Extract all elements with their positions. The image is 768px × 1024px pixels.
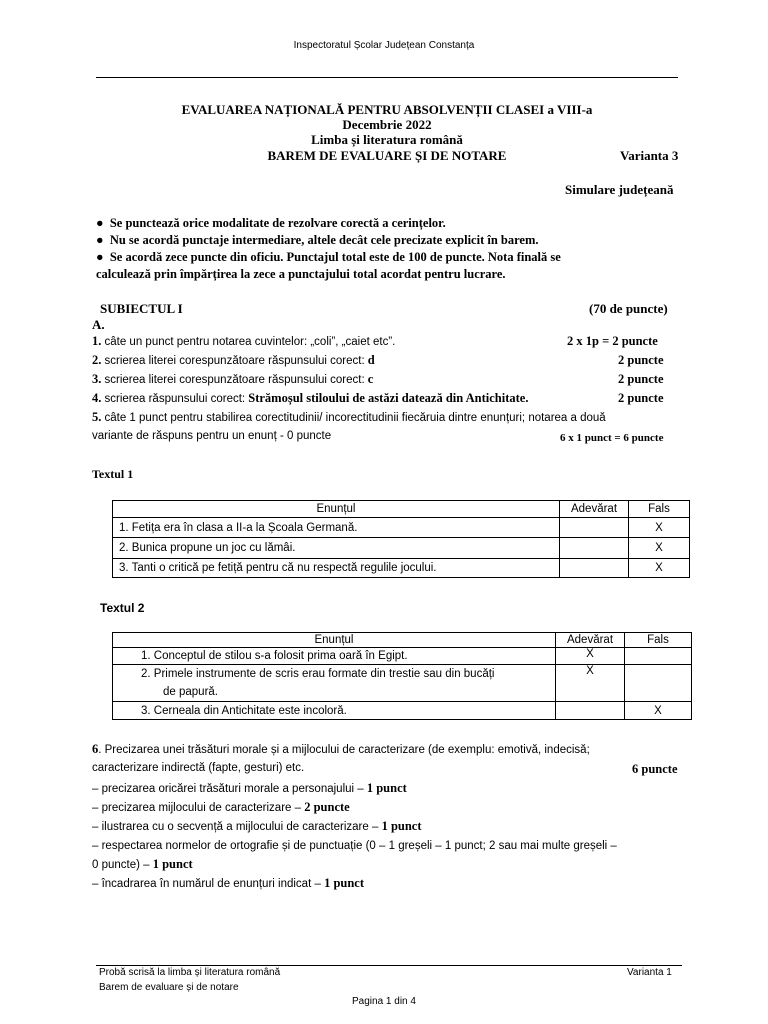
part-label: A.	[92, 317, 105, 332]
text1-label: Textul 1	[92, 467, 134, 481]
criterion-1: – precizarea oricărei trăsături morale a personajului – 1 punct	[92, 781, 407, 795]
table-row: 3. Tanti o critică pe fetiță pentru că nu respectă regulile jocului. X	[113, 559, 690, 578]
table-row: 1. Conceptul de stilou s-a folosit prima oară în Egipt. X	[113, 648, 692, 665]
criterion-4-cont: 0 puncte) – 1 punct	[92, 857, 193, 871]
criterion-4: – respectarea normelor de ortografie și de punctuație (0 – 1 greșeli – 1 punct; 2 sau mai multe greșeli –	[92, 840, 617, 852]
footer-variant: Varianta 1	[627, 967, 672, 978]
footer-doc: Barem de evaluare și de notare	[99, 982, 239, 993]
table-row: 1. Fetița era în clasa a II-a la Școala Germană. X	[113, 518, 690, 538]
item-3-score: 2 puncte	[618, 372, 664, 386]
item-1-score: 2 x 1p = 2 puncte	[567, 334, 658, 348]
item-5-score: 6 x 1 punct = 6 puncte	[560, 432, 664, 444]
footer-exam: Probă scrisă la limba și literatura română	[99, 967, 281, 978]
rule-1: ● Se punctează orice modalitate de rezolvare corectă a cerințelor.	[96, 216, 446, 230]
simulation-label: Simulare județeană	[565, 182, 674, 197]
item-6-score: 6 puncte	[632, 762, 678, 776]
item-5: 5. câte 1 punct pentru stabilirea corectitudinii/ incorectitudinii fiecăruia dintre enunțuri; notarea a două	[92, 410, 606, 424]
item-6: 6. Precizarea unei trăsături morale și a mijlocului de caracterizare (de exemplu: emotivă, indecisă;	[92, 742, 590, 756]
text1-table	[112, 500, 690, 578]
item-1: 1. câte un punct pentru notarea cuvintelor: „coli”, „caiet etc”.	[92, 334, 396, 348]
item-6-cont: caracterizare indirectă (fapte, gesturi) etc.	[92, 762, 305, 774]
text2-label: Textul 2	[100, 601, 145, 615]
col-statement: Enunțul	[113, 633, 556, 648]
item-4-score: 2 puncte	[618, 391, 664, 405]
criterion-2: – precizarea mijlocului de caracterizare – 2 puncte	[92, 800, 350, 814]
table-row: 2. Bunica propune un joc cu lămâi. X	[113, 538, 690, 559]
item-2: 2. scrierea literei corespunzătoare răspunsului corect: d	[92, 353, 375, 367]
col-true: Adevărat	[560, 501, 629, 518]
col-statement: Enunțul	[113, 501, 560, 518]
subject-title: SUBIECTUL I	[100, 301, 183, 316]
document-type: BAREM DE EVALUARE ȘI DE NOTARE	[267, 148, 507, 163]
col-false: Fals	[625, 633, 692, 648]
variant-label: Varianta 3	[620, 148, 679, 163]
col-false: Fals	[629, 501, 690, 518]
document-title: EVALUAREA NAȚIONALĂ PENTRU ABSOLVENȚII CLASEI a VIII-a	[181, 102, 593, 117]
header-divider	[96, 77, 678, 78]
footer-divider	[96, 965, 682, 966]
subject-points: (70 de puncte)	[589, 301, 668, 316]
rule-3-cont: calculează prin împărțirea la zece a punctajului total acordat pentru lucrare.	[96, 267, 506, 281]
item-5-cont: variante de răspuns pentru un enunț - 0 puncte	[92, 430, 332, 442]
rule-3: ● Se acordă zece puncte din oficiu. Punctajul total este de 100 de puncte. Nota finală se	[96, 250, 561, 264]
page-number: Pagina 1 din 4	[352, 996, 416, 1007]
criterion-3: – ilustrarea cu o secvență a mijlocului de caracterizare – 1 punct	[92, 819, 422, 833]
item-3: 3. scrierea literei corespunzătoare răspunsului corect: c	[92, 372, 374, 386]
item-4: 4. scrierea răspunsului corect: Strămoșul stiloului de astăzi datează din Antichitate.	[92, 391, 529, 405]
page-header: Inspectoratul Școlar Județean Constanța	[293, 40, 475, 51]
table-row: 3. Cerneala din Antichitate este incoloră. X	[113, 702, 692, 720]
table-row: 2. Primele instrumente de scris erau formate din trestie sau din bucăți de papură. X	[113, 665, 692, 702]
document-date: Decembrie 2022	[342, 117, 432, 132]
col-true: Adevărat	[556, 633, 625, 648]
text2-table	[112, 632, 692, 720]
rule-2: ● Nu se acordă punctaje intermediare, altele decât cele precizate explicit în barem.	[96, 233, 539, 247]
document-subject: Limba și literatura română	[311, 132, 463, 147]
criterion-5: – încadrarea în numărul de enunțuri indicat – 1 punct	[92, 876, 365, 890]
item-2-score: 2 puncte	[618, 353, 664, 367]
